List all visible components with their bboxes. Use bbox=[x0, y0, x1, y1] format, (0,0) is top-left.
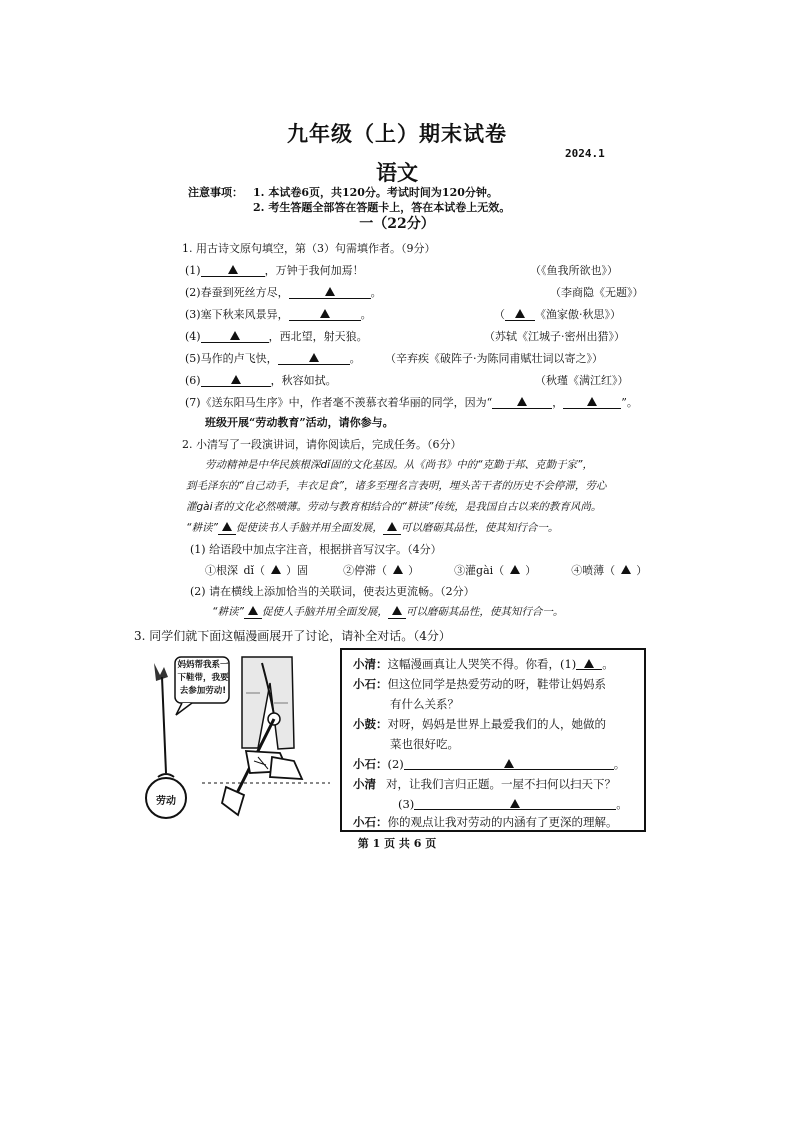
q2-passage-line-3: 灌gài者的文化必然喷薄。劳动与教育相结合的“耕读”传统，是我国自古以来的教育风尚。 bbox=[186, 501, 602, 513]
answer-triangle-icon bbox=[320, 309, 330, 318]
q1-source-4: （苏轼《江城子·密州出猎》） bbox=[484, 330, 625, 343]
comic-bag-label: 劳动 bbox=[156, 796, 176, 807]
q2-passage-line-4: “耕读” 促使读书人手脑并用全面发展， 可以磨砺其品性，使其知行合一。 bbox=[186, 522, 559, 534]
q2-task2-sentence: “耕读” 促使人手脑并用全面发展， 可以磨砺其品性，使其知行合一。 bbox=[212, 606, 564, 618]
q1-item-2: (2)春蚕到死丝方尽， 。 bbox=[185, 286, 382, 299]
dialog-line-7: 小清 对，让我们言归正题。一屋不扫何以扫天下？ bbox=[353, 777, 616, 791]
page-footer: 第 1 页 共 6 页 bbox=[357, 837, 437, 850]
dialog-line-6: 小石：(2) 。 bbox=[353, 757, 626, 771]
answer-triangle-icon bbox=[510, 565, 520, 574]
q2-stem: 2. 小清写了一段演讲词，请你阅读后，完成任务。（6分） bbox=[182, 438, 462, 451]
dialog-line-4: 小鼓：对呀，妈妈是世界上最爱我们的人，她做的 bbox=[353, 717, 606, 731]
q2-passage-line-2: 到毛泽东的“自己动手，丰衣足食”，诸多至理名言表明，埋头苦干者的历史不会停滞，劳心 bbox=[186, 480, 607, 492]
answer-triangle-icon bbox=[248, 606, 258, 615]
comic-illustration bbox=[142, 653, 332, 821]
q2-passage-line-1: 劳动精神是中华民族根深dǐ固的文化基因。从《尚书》中的“克勤于邦、克勤于家”， bbox=[205, 459, 593, 471]
answer-triangle-icon bbox=[504, 759, 514, 768]
q1-item-5: (5)马作的卢飞快， 。 bbox=[185, 352, 361, 365]
exam-date: 2024.1 bbox=[565, 147, 605, 160]
answer-triangle-icon bbox=[517, 397, 527, 406]
q2-task1: (1) 给语段中加点字注音，根据拼音写汉字。（4分） bbox=[190, 543, 442, 556]
dialog-line-8: (3) 。 bbox=[398, 797, 628, 811]
answer-triangle-icon bbox=[230, 331, 240, 340]
q1-source-5: （辛弃疾《破阵子·为陈同甫赋壮词以寄之》） bbox=[385, 352, 603, 365]
q1-source-1: （《鱼我所欲也》） bbox=[530, 264, 618, 277]
q1-item-6: (6) ，秋容如拭。 bbox=[185, 374, 337, 387]
q1-source-6: （秋瑾《满江红》） bbox=[535, 374, 629, 387]
dialog-line-2: 小石：但这位同学是热爱劳动的呀，鞋带让妈妈系 bbox=[353, 677, 606, 691]
q1-item-4: (4) ，西北望，射天狼。 bbox=[185, 330, 368, 343]
q1-item-3: (3)塞下秋来风景异， 。 bbox=[185, 308, 372, 321]
q1-source-2: （李商隐《无题》） bbox=[550, 286, 644, 299]
q1-item-1: (1) ，万钟于我何加焉！ bbox=[185, 264, 364, 277]
answer-triangle-icon bbox=[621, 565, 631, 574]
dialog-line-5: 菜也很好吃。 bbox=[390, 737, 459, 751]
comic-speech-bubble: 妈妈帮我系一 下鞋带，我要 去参加劳动! bbox=[177, 660, 229, 696]
answer-triangle-icon bbox=[325, 287, 335, 296]
answer-triangle-icon bbox=[510, 799, 520, 808]
answer-triangle-icon bbox=[271, 565, 281, 574]
answer-triangle-icon bbox=[387, 522, 397, 531]
q2-task1-items: ①根深 dǐ（ ）固 ②停滞（ ） ③灌gài（ ） ④喷薄（ ） bbox=[205, 564, 648, 577]
answer-triangle-icon bbox=[587, 397, 597, 406]
answer-triangle-icon bbox=[393, 565, 403, 574]
exam-subject: 语文 bbox=[376, 160, 418, 185]
section-heading: 一（22分） bbox=[359, 216, 435, 232]
q1-activity: 班级开展“劳动教育”活动，请你参与。 bbox=[205, 416, 394, 429]
q1-source-3: （ 《渔家傲·秋思》） bbox=[494, 308, 621, 321]
notes-label: 注意事项： bbox=[188, 186, 243, 199]
q3-stem: 3. 同学们就下面这幅漫画展开了讨论，请补全对话。（4分） bbox=[134, 629, 451, 643]
answer-triangle-icon bbox=[228, 265, 238, 274]
answer-triangle-icon bbox=[392, 606, 402, 615]
dialog-line-3: 有什么关系？ bbox=[390, 697, 459, 711]
dialog-line-1: 小清：这幅漫画真让人哭笑不得。你看，(1) 。 bbox=[353, 657, 614, 671]
dialog-line-9: 小石：你的观点让我对劳动的内涵有了更深的理解。 bbox=[353, 815, 618, 829]
answer-triangle-icon bbox=[222, 522, 232, 531]
q2-task2: (2) 请在横线上添加恰当的关联词，使表达更流畅。（2分） bbox=[190, 585, 475, 598]
answer-triangle-icon bbox=[584, 659, 594, 668]
notes-item-1: 1. 本试卷6页，共120分。考试时间为120分钟。 bbox=[253, 186, 498, 199]
answer-triangle-icon bbox=[231, 375, 241, 384]
q1-stem: 1. 用古诗文原句填空，第（3）句需填作者。（9分） bbox=[182, 242, 436, 255]
q1-item-7: (7)《送东阳马生序》中，作者毫不羡慕衣着华丽的同学，因为“ ， ”。 bbox=[185, 396, 638, 409]
notes-item-2: 2. 考生答题全部答在答题卡上，答在本试卷上无效。 bbox=[253, 201, 511, 214]
answer-triangle-icon bbox=[309, 353, 319, 362]
exam-title: 九年级（上）期末试卷 bbox=[287, 121, 507, 146]
answer-triangle-icon bbox=[515, 309, 525, 318]
